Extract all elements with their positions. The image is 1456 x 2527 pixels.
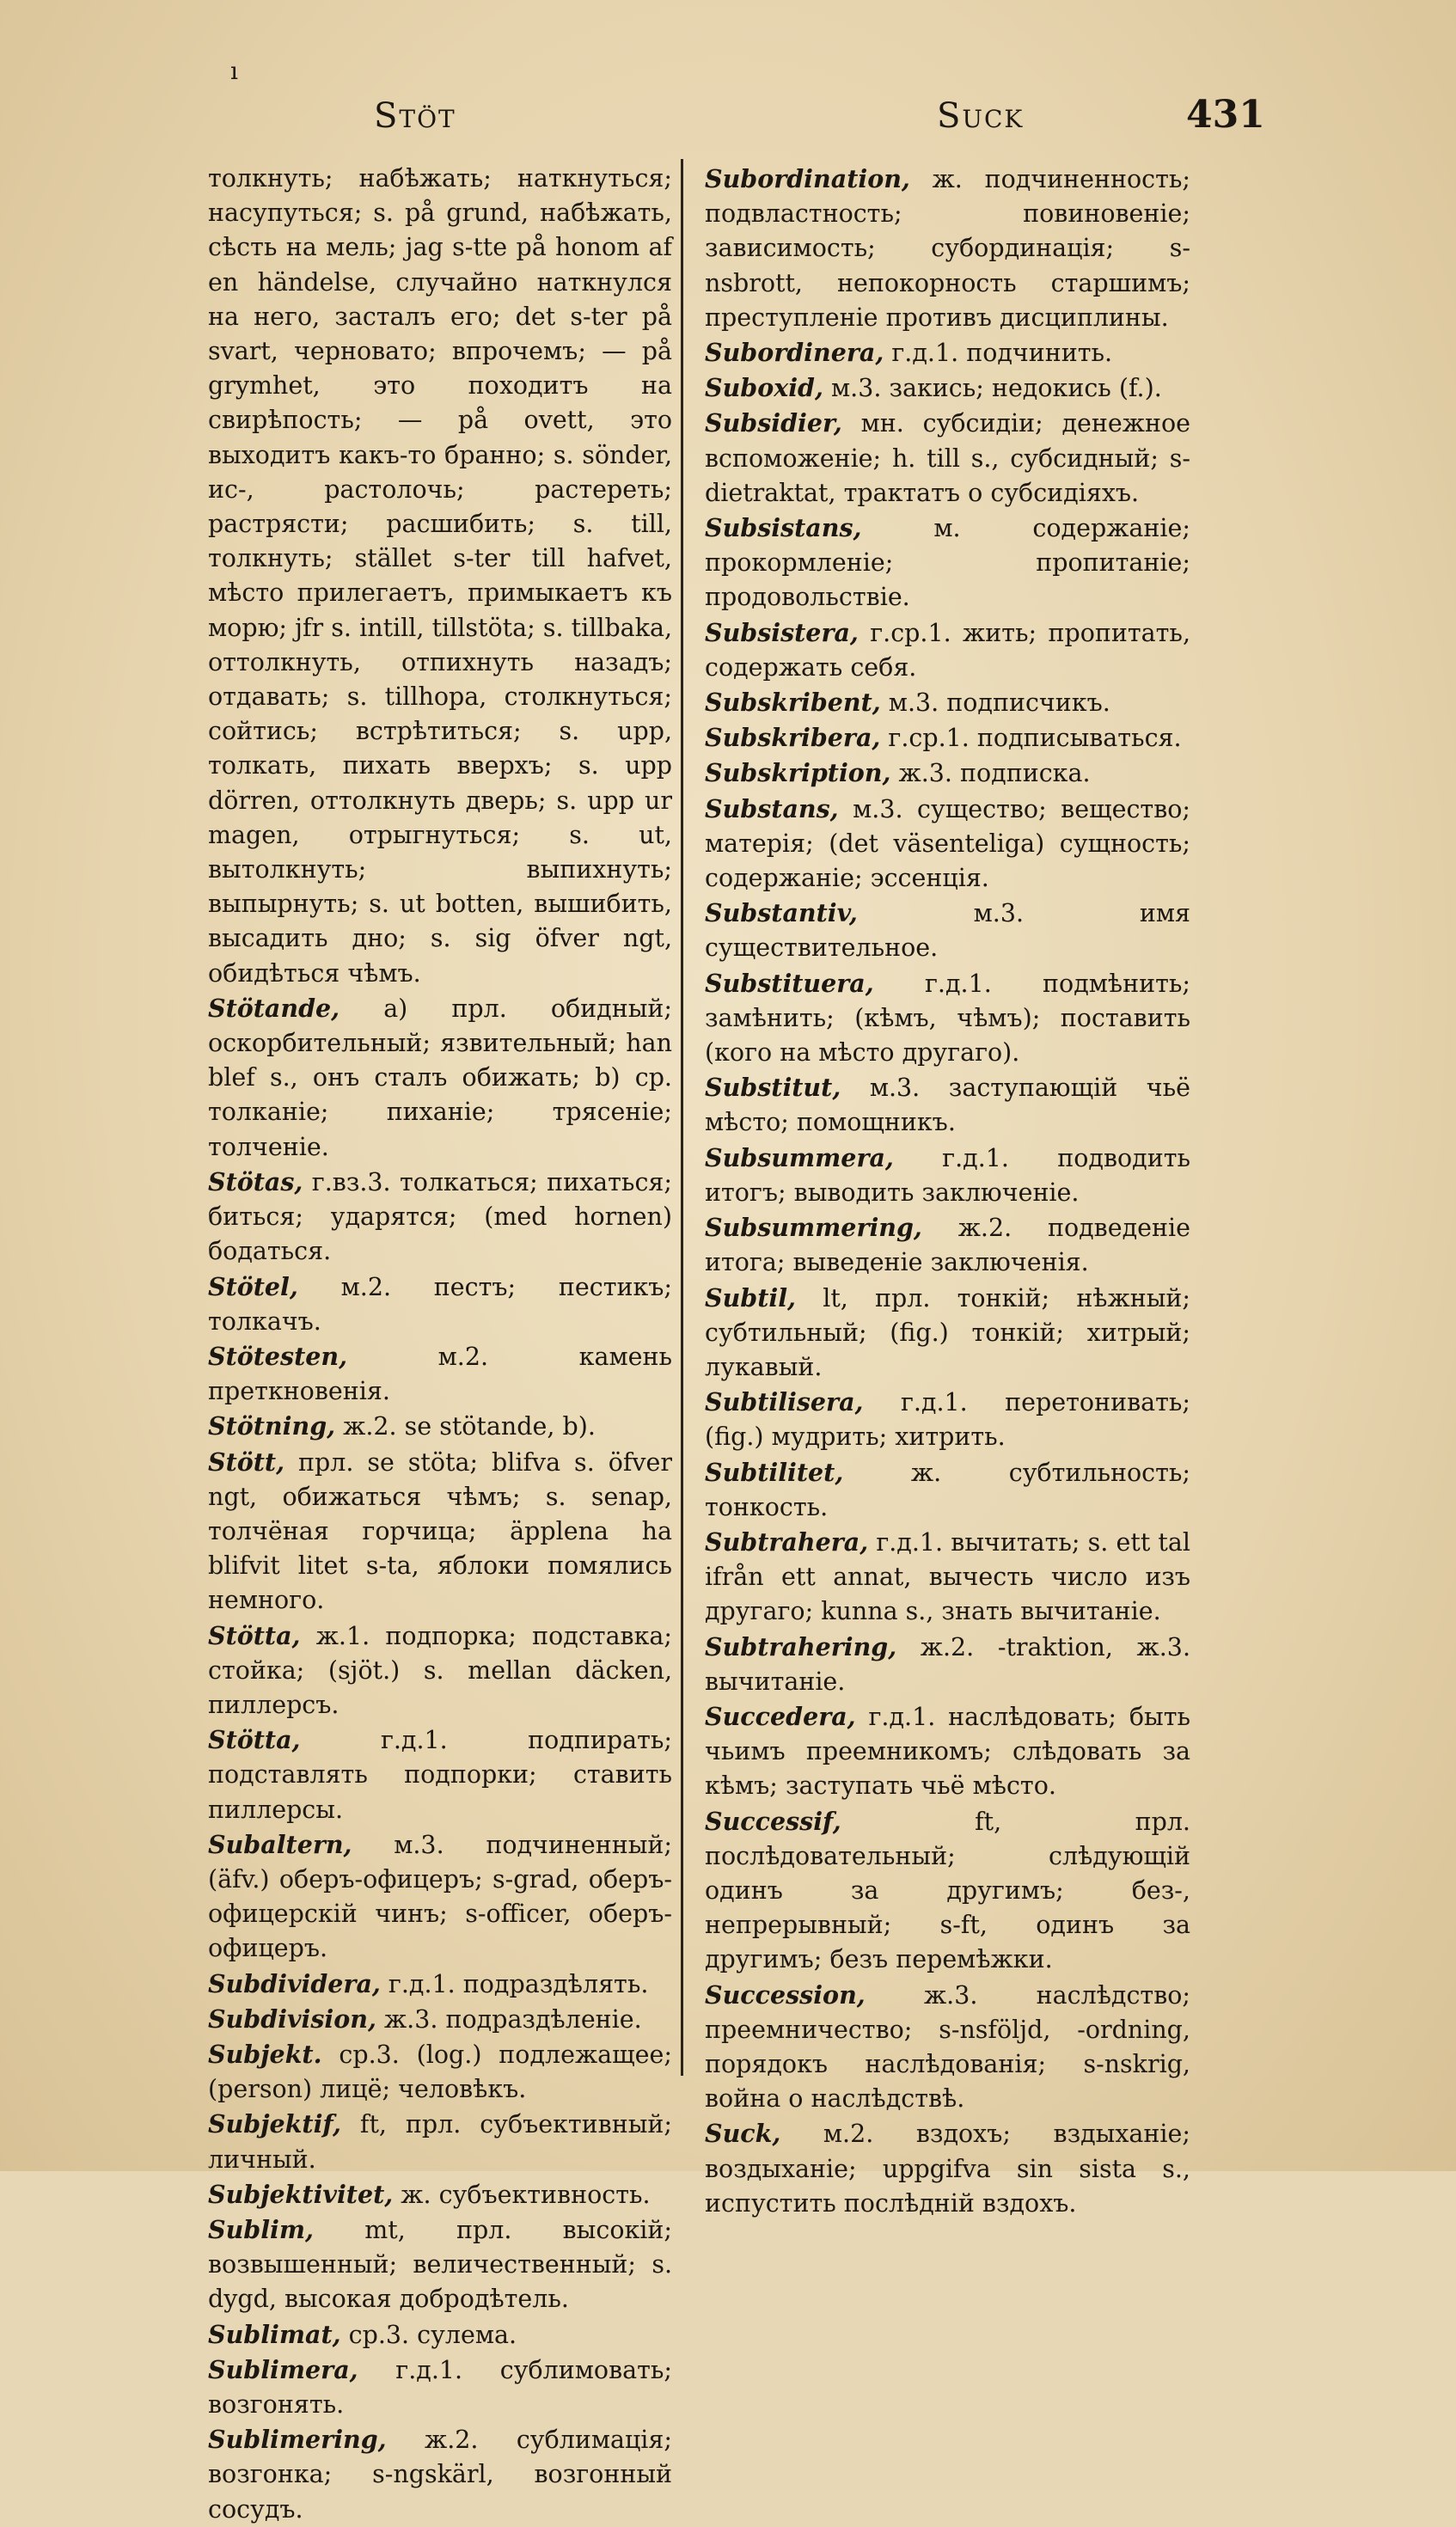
headword: Subtilitet, [705, 1457, 844, 1487]
left-column [208, 162, 672, 2527]
dictionary-entry [208, 991, 672, 1165]
column-divider [681, 159, 683, 2076]
dictionary-entry [208, 2317, 672, 2353]
definition: ср.3. сулема. [348, 2320, 517, 2349]
dictionary-entry [705, 615, 1190, 685]
definition: м.3. заступающій чьё мѣсто; помощникъ. [705, 1074, 1191, 1137]
definition: ж. субъективность. [401, 2180, 651, 2209]
dictionary-entry [208, 2037, 672, 2107]
headword: Subtilisera, [705, 1387, 864, 1417]
dictionary-entry [208, 1618, 672, 1723]
right-column [705, 162, 1190, 2221]
dictionary-entry [705, 1070, 1190, 1140]
definition: ж.3. подписка. [898, 759, 1091, 788]
definition: м. содержаніе; прокормленіе; пропитаніе; продовольствіе. [705, 514, 1191, 612]
headword: Succession, [705, 1979, 866, 2010]
definition: г.ср.1. жить; пропитать, содержать себя. [705, 618, 1191, 682]
headword: Sublimat, [208, 2319, 341, 2349]
headword: Substans, [705, 793, 839, 823]
definition: mt, прл. высокій; возвышенный; величественный; s. dygd, высокая добродѣтель. [208, 2215, 673, 2314]
dictionary-entry [705, 756, 1190, 791]
definition: ж.2. сублимація; возгонка; s-ngskärl, возгонный сосудъ. [208, 2426, 673, 2524]
headword: Subsummering, [705, 1213, 922, 1243]
dictionary-entry [705, 1455, 1190, 1525]
definition: ж.2. -traktion, ж.3. вычитаніе. [705, 1632, 1191, 1696]
dictionary-entry [705, 720, 1190, 756]
page-number: 431 [1186, 93, 1265, 137]
definition: г.д.1. подводить итогъ; выводить заключеніе. [705, 1143, 1190, 1207]
headword: Subaltern, [208, 1829, 352, 1859]
definition: lt, прл. тонкій; нѣжный; субтильный; (fig.) тонкій; хитрый; лукавый. [705, 1283, 1190, 1381]
dictionary-entry [705, 1385, 1190, 1454]
headword: Subordination, [705, 164, 910, 193]
dictionary-entry [705, 1804, 1190, 1978]
definition: г.д.1. наслѣдовать; быть чьимъ преемникомъ; слѣдовать за кѣмъ; заступать чьё мѣсто. [705, 1702, 1191, 1801]
dictionary-entry [208, 1967, 672, 2002]
headword: Subjektif, [208, 2109, 341, 2139]
headword: Stötesten, [208, 1341, 348, 1371]
definition: ж.2. подведеніе итога; выведеніе заключенія. [705, 1214, 1190, 1277]
headword: Substantiv, [705, 898, 858, 928]
definition: г.д.1. перетонивать; (fig.) мудрить; хитрить. [705, 1388, 1190, 1452]
definition: м.3. закись; недокись (f.). [830, 374, 1162, 403]
headword: Successif, [705, 1806, 841, 1836]
definition: ж. подчиненность; подвластность; повиновеніе; зависимость; субординація; s-nsbrott, непокорность старшимъ; преступленіе противъ дисциплины. [705, 165, 1191, 332]
definition: ft, прл. субъективный; личный. [208, 2110, 673, 2174]
definition: м.3. подчиненный; (äfv.) оберъ-офицеръ; s-grad, оберъ-офицерскій чинъ; s-officer, оберъ-офицеръ. [208, 1830, 673, 1963]
definition: ж. субтильность; тонкость. [705, 1458, 1190, 1521]
definition: м.2. вздохъ; вздыханіе; воздыханіе; uppgifva sin sista s., испустить послѣдній вздохъ. [705, 2120, 1190, 2218]
headword: Subtrahera, [705, 1527, 869, 1557]
dictionary-entry [208, 2107, 672, 2176]
dictionary-entry [208, 1409, 672, 1444]
headword: Suck, [705, 2119, 781, 2149]
definition: мн. субсидіи; денежное вспоможеніе; h. till s., субсидный; s-dietraktat, трактатъ о субсидіяхъ. [705, 409, 1190, 507]
dictionary-entry [208, 1722, 672, 1827]
dictionary-entry [705, 1281, 1190, 1386]
headword: Subskription, [705, 758, 891, 788]
headword: Stötning, [208, 1411, 336, 1441]
dictionary-entry [208, 1339, 672, 1409]
dictionary-entry [208, 162, 672, 991]
definition: г.д.1. подраздѣлять. [388, 1969, 649, 1998]
definition: г.вз.3. толкаться; пихаться; биться; ударятся; (med hornen) бодаться. [208, 1167, 672, 1266]
definition: ж.3. подраздѣленіе. [383, 2004, 642, 2034]
dictionary-entry [208, 1445, 672, 1618]
headword: Substituera, [705, 968, 874, 998]
dictionary-entry [208, 2212, 672, 2317]
dictionary-entry [705, 792, 1190, 896]
dictionary-entry [705, 370, 1190, 406]
definition: г.д.1. подчинить. [891, 339, 1113, 368]
definition: а) прл. обидный; оскорбительный; язвительный; han blef s., онъ сталъ обижать; b) ср. толканіе; пиханіе; трясеніе; толченіе. [208, 994, 672, 1161]
headword: Subsummera, [705, 1142, 894, 1172]
running-head-right: Suck [937, 96, 1025, 136]
headword: Subtrahering, [705, 1631, 897, 1661]
headword: Subsidier, [705, 408, 842, 438]
dictionary-entry [705, 1978, 1190, 2117]
dictionary-entry [705, 966, 1190, 1071]
headword: Subtil, [705, 1282, 796, 1312]
dictionary-entry [705, 1699, 1190, 1804]
dictionary-entry [705, 1141, 1190, 1210]
headword: Suboxid, [705, 373, 823, 403]
dictionary-entry [705, 896, 1190, 965]
definition: ж.1. подпорка; подставка; стойка; (sjöt.) s. mellan däcken, пиллерсъ. [208, 1621, 673, 1719]
headword: Stötel, [208, 1271, 298, 1301]
headword: Subsistera, [705, 617, 859, 647]
definition: ж.3. наслѣдство; преемничество; s-nsföljd, -ordning, порядокъ наслѣдованія; s-nskrig, война о наслѣдствѣ. [705, 1980, 1190, 2114]
dictionary-entry [208, 1827, 672, 1967]
headword: Sublimering, [208, 2425, 387, 2455]
dictionary-entry [208, 2002, 672, 2037]
headword: Subdivision, [208, 2004, 376, 2034]
dictionary-entry [705, 162, 1190, 335]
headword: Sublim, [208, 2214, 314, 2244]
definition: г.д.1. вычитать; s. ett tal ifrån ett annat, вычесть число изъ другаго; kunna s., знать вычитаніе. [705, 1527, 1190, 1626]
dictionary-entry [705, 1210, 1190, 1280]
definition: г.д.1. сублимовать; возгонять. [208, 2355, 673, 2419]
headword: Subordinera, [705, 338, 884, 368]
headword: Stötta, [208, 1725, 301, 1755]
headword: Succedera, [705, 1701, 856, 1731]
definition: г.д.1. подмѣнить; замѣнить; (кѣмъ, чѣмъ); поставить (кого на мѣсто другаго). [705, 969, 1190, 1068]
definition: м.3. существо; вещество; матерія; (det väsenteliga) сущность; содержаніе; эссенція. [705, 794, 1190, 893]
headword: Sublimera, [208, 2354, 358, 2384]
page-mark: ı [230, 57, 238, 85]
headword: Stött, [208, 1447, 285, 1477]
dictionary-entry [208, 2177, 672, 2212]
definition: прл. se stöta; blifva s. öfver ngt, обижаться чѣмъ; s. senap, толчёная горчица; äpplena ha blifvit litet s-ta, яблоки помялись немного. [208, 1447, 672, 1615]
headword: Subskribera, [705, 723, 881, 753]
dictionary-entry [208, 2422, 672, 2527]
dictionary-entry [705, 1630, 1190, 1699]
dictionary-entry [705, 1525, 1190, 1630]
headword: Stötta, [208, 1620, 301, 1650]
definition: толкнуть; набѣжать; наткнуться; насупуться; s. på grund, набѣжать, сѣсть на мель; jag s-tte på honom af en händelse, случайно наткнулся на него, засталъ его; det s-ter på svart, черновато; впрочемъ; — på grymhet, это походитъ на свирѣпость; — på ovett, это выходитъ какъ-то бранно; s. sönder, ис-, растолочь; растереть; растрясти; расшибить; s. till, толкнуть; stället s-ter till hafvet, мѣсто прилегаетъ, примыкаетъ къ морю; jfr s. intill, tillstöta; s. tillbaka, оттолкнуть, отпихнуть назадъ; отдавать; s. tillhopa, столкнуться; сойтись; встрѣтиться; s. upp, толкать, пихать вверхъ; s. upp dörren, оттолкнуть дверь; s. upp ur magen, отрыгнуться; s. ut, вытолкнуть; выпихнуть; выпырнуть; s. ut botten, вышибить, высадить дно; s. sig öfver ngt, обидѣться чѣмъ. [208, 164, 672, 988]
headword: Subjektivitet, [208, 2179, 394, 2209]
dictionary-entry [208, 1165, 672, 1270]
definition: ср.3. (log.) подлежащее; (person) лицё; человѣкъ. [208, 2040, 673, 2104]
headword: Subsistans, [705, 513, 862, 543]
definition: ft, прл. послѣдовательный; слѣдующій одинъ за другимъ; без-, непрерывный; s-ft, одинъ за другимъ; безъ перемѣжки. [705, 1807, 1190, 1974]
definition: м.3. подписчикъ. [888, 688, 1110, 718]
headword: Subdividera, [208, 1968, 381, 1998]
dictionary-entry [705, 335, 1190, 370]
definition: г.д.1. подпирать; подставлять подпорки; ставить пиллерсы. [208, 1726, 672, 1824]
definition: г.ср.1. подписываться. [888, 724, 1182, 753]
headword: Stötande, [208, 993, 340, 1023]
running-head-left: Stöt [374, 96, 456, 136]
dictionary-entry [208, 1270, 672, 1339]
headword: Substitut, [705, 1073, 841, 1103]
dictionary-entry [705, 511, 1190, 615]
dictionary-entry [705, 685, 1190, 720]
definition: м.3. имя существительное. [705, 899, 1190, 963]
headword: Subskribent, [705, 688, 881, 718]
definition: м.2. пестъ; пестикъ; толкачъ. [208, 1272, 673, 1336]
definition: м.2. камень преткновенія. [208, 1342, 672, 1406]
dictionary-entry [705, 406, 1190, 511]
definition: ж.2. se stötande, b). [343, 1412, 596, 1441]
headword: Subjekt. [208, 2039, 322, 2069]
dictionary-entry [208, 2353, 672, 2422]
dictionary-entry [705, 2116, 1190, 2221]
headword: Stötas, [208, 1166, 303, 1196]
